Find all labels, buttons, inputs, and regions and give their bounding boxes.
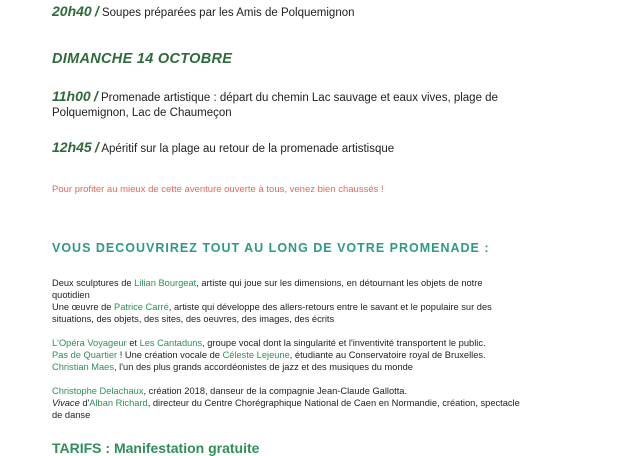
text: , création 2018, danseur de la compagnie Jean-Claude Gallotta. xyxy=(143,386,408,396)
artist-name: Christophe Delachaux xyxy=(52,386,144,396)
artist-name: L'Opéra Voyageur xyxy=(52,338,127,348)
artist-name: Céleste Lejeune xyxy=(222,350,290,360)
text: Deux sculptures de xyxy=(52,278,135,288)
separator-slash: / xyxy=(93,88,98,104)
text: , groupe vocal dont la singularité et l'inventivité transportent le public. xyxy=(202,338,486,348)
artist-name: Alban Richard xyxy=(89,398,148,408)
schedule-text: Promenade artistique : départ du chemin Lac sauvage et eaux vives, plage de xyxy=(97,92,498,104)
schedule-item-promenade xyxy=(52,89,498,106)
tarifs-heading: TARIFS : Manifestation gratuite xyxy=(52,440,260,456)
schedule-item-aperitif xyxy=(52,140,394,157)
artist-quartier xyxy=(52,350,486,362)
text: Une œuvre de xyxy=(52,302,115,312)
text: , directeur du Centre Chorégraphique National de Caen en Normandie, création, spectacle xyxy=(147,398,520,408)
work-title: Pas de Quartier xyxy=(52,350,118,360)
artist-name: Christian Maes xyxy=(52,362,115,372)
artist-name: Les Cantaduns xyxy=(139,338,203,348)
text: , artiste qui développe des allers-retours entre le savant et le populaire sur des xyxy=(168,302,492,312)
time-label: 12h45 xyxy=(52,139,92,155)
artist-delachaux xyxy=(52,386,407,398)
artist-name: Patrice Carré xyxy=(114,302,169,312)
time-label: 11h00 xyxy=(52,88,91,104)
time-label: 20h40 xyxy=(52,3,92,19)
artist-maes xyxy=(52,362,413,374)
text: et xyxy=(126,338,140,348)
separator-slash: / xyxy=(94,139,99,155)
work-title: Vivace xyxy=(52,398,80,408)
artist-carre-continued: situations, des objets, des sites, des oeuvres, des images, des écrits xyxy=(52,314,335,324)
text: , étudiante au Conservatoire royal de Bruxelles. xyxy=(289,350,486,360)
section-title: VOUS DECOUVRIREZ TOUT AU LONG DE VOTRE PROMENADE : xyxy=(52,241,490,255)
artist-name: Lilian Bourgeat xyxy=(134,278,197,288)
schedule-text-continued: Polquemignon, Lac de Chaumeçon xyxy=(52,107,232,119)
text: , l'un des plus grands accordéonistes de jazz et des musiques du monde xyxy=(114,362,413,372)
day-heading: DIMANCHE 14 OCTOBRE xyxy=(52,51,233,67)
artist-richard xyxy=(52,398,520,410)
artist-bourgeat-continued: quotidien xyxy=(52,290,90,300)
schedule-item-soupes xyxy=(52,4,355,21)
artist-richard-continued: de danse xyxy=(52,410,91,420)
schedule-text: Apéritif sur la plage au retour de la promenade artistisque xyxy=(98,143,395,155)
text: d' xyxy=(79,398,90,408)
artist-carre xyxy=(52,302,492,314)
separator-slash: / xyxy=(94,3,99,19)
artist-opera xyxy=(52,338,486,350)
artist-bourgeat xyxy=(52,278,483,290)
footwear-note: Pour profiter au mieux de cette aventure ouverte à tous, venez bien chaussés ! xyxy=(52,184,384,195)
schedule-text: Soupes préparées par les Amis de Polquemignon xyxy=(98,7,355,19)
text: , artiste qui joue sur les dimensions, en détournant les objets de notre xyxy=(196,278,483,288)
text: ! Une création vocale de xyxy=(117,350,223,360)
